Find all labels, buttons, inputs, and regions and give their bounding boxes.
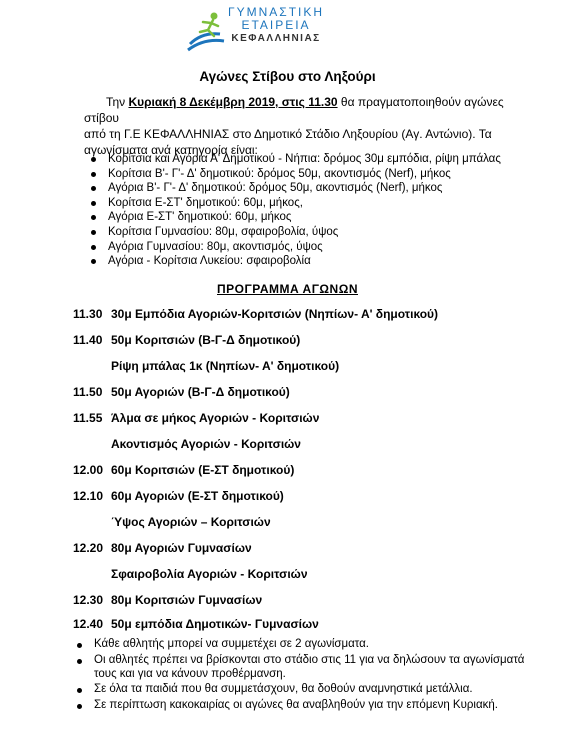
schedule-time: 12.00 — [73, 463, 104, 477]
club-logo — [186, 6, 386, 58]
notes-list — [72, 638, 532, 715]
schedule-event: 50μ Αγοριών (Β-Γ-Δ δημοτικού) — [111, 385, 290, 399]
schedule-time: 12.40 — [73, 617, 104, 631]
schedule-event: 80μ Αγοριών Γυμνασίων — [111, 541, 252, 555]
schedule-row — [73, 359, 339, 373]
intro-line-3: αγωνίσματα ανά κατηγορία είναι: — [84, 143, 258, 157]
category-list — [86, 152, 501, 269]
schedule-row — [73, 411, 319, 425]
schedule-event: Ακοντισμός Αγοριών - Κοριτσιών — [111, 437, 301, 451]
list-item: Οι αθλητές πρέπει να βρίσκονται στο στάδιο στις 11 για να δηλώσουν τα αγωνίσματά τους και για να κάνουν προθέρμανση. — [72, 654, 532, 682]
intro-date-highlight: Κυριακή 8 Δεκέμβρη 2019, στις 11.30 — [128, 95, 338, 109]
list-item: Αγόρια - Κορίτσια Λυκείου: σφαιροβολία — [86, 254, 501, 269]
program-heading: ΠΡΟΓΡΑΜΜΑ ΑΓΩΝΩΝ — [217, 282, 358, 296]
schedule-event: 60μ Αγοριών (Ε-ΣΤ δημοτικού) — [111, 489, 284, 503]
schedule-row — [73, 515, 271, 529]
schedule-row — [73, 437, 301, 451]
intro-line-2: από τη Γ.Ε ΚΕΦΑΛΛΗΝΙΑΣ στο Δημοτικό Στάδιο Ληξουρίου (Αγ. Αντώνιο). Τα — [84, 127, 492, 141]
schedule-event: Άλμα σε μήκος Αγοριών - Κοριτσιών — [111, 411, 320, 425]
list-item: Σε όλα τα παιδιά που θα συμμετάσχουν, θα δοθούν αναμνηστικά μετάλλια. — [72, 683, 532, 697]
schedule-event: 80μ Κοριτσιών Γυμνασίων — [111, 593, 263, 607]
schedule-time: 12.10 — [73, 489, 104, 503]
intro-paragraph — [84, 94, 534, 158]
schedule-row — [73, 617, 319, 631]
schedule-event: 60μ Κοριτσιών (Ε-ΣΤ δημοτικού) — [111, 463, 295, 477]
intro-line1-rest: θα πραγματοποιηθούν αγώνες στίβου — [84, 95, 504, 125]
schedule-row — [73, 541, 252, 555]
schedule-event: Ρίψη μπάλας 1κ (Νηπίων- Α' δημοτικού) — [111, 359, 340, 373]
schedule-row — [73, 593, 262, 607]
list-item: Κορίτσια Β'- Γ'- Δ' δημοτικού: δρόμος 50μ, ακοντισμός (Nerf), μήκος — [86, 167, 501, 182]
logo-text — [228, 6, 324, 45]
schedule-row — [73, 489, 284, 503]
logo-line-1: ΓΥΜΝΑΣΤΙΚΗ — [228, 5, 325, 19]
list-item: Αγόρια Γυμνασίου: 80μ, ακοντισμός, ύψος — [86, 240, 501, 255]
logo-line-2: ΕΤΑΙΡΕΙΑ — [241, 18, 311, 32]
schedule-time: 11.50 — [73, 385, 103, 399]
list-item: Αγόρια Β'- Γ'- Δ' δημοτικού: δρόμος 50μ, ακοντισμός (Nerf), μήκος — [86, 181, 501, 196]
list-item: Κορίτσια και Αγόρια Α' Δημοτικού - Νήπια: δρόμος 30μ εμπόδια, ρίψη μπάλας — [86, 152, 501, 167]
page-title: Αγώνες Στίβου στο Ληξούρι — [199, 69, 376, 84]
schedule-time: 11.40 — [73, 333, 103, 347]
schedule-time: 11.55 — [73, 411, 103, 425]
logo-line-3: ΚΕΦΑΛΛΗΝΙΑΣ — [231, 33, 321, 44]
schedule-event: 30μ Εμπόδια Αγοριών-Κοριτσιών (Νηπίων- Α' δημοτικού) — [111, 307, 439, 321]
schedule-time: 12.30 — [73, 593, 104, 607]
list-item: Σε περίπτωση κακοκαιρίας οι αγώνες θα αναβληθούν για την επόμενη Κυριακή. — [72, 699, 532, 713]
schedule-row — [73, 385, 290, 399]
schedule-row — [73, 307, 438, 321]
list-item: Κάθε αθλητής μπορεί να συμμετέχει σε 2 αγωνίσματα. — [72, 638, 532, 652]
list-item: Κορίτσια Γυμνασίου: 80μ, σφαιροβολία, ύψος — [86, 225, 501, 240]
list-item: Κορίτσια Ε-ΣΤ' δημοτικού: 60μ, μήκος, — [86, 196, 501, 211]
schedule-time: 11.30 — [73, 307, 103, 321]
schedule-event: 50μ Κοριτσιών (Β-Γ-Δ δημοτικού) — [111, 333, 301, 347]
intro-prefix: Την — [106, 95, 129, 109]
running-athlete-icon — [186, 10, 226, 54]
schedule-event: Σφαιροβολία Αγοριών - Κοριτσιών — [111, 567, 308, 581]
schedule-row — [73, 463, 294, 477]
list-item: Αγόρια Ε-ΣΤ' δημοτικού: 60μ, μήκος — [86, 210, 501, 225]
schedule-row — [73, 567, 308, 581]
schedule-time: 12.20 — [73, 541, 104, 555]
schedule-event: Ύψος Αγοριών – Κοριτσιών — [111, 515, 271, 529]
schedule-event: 50μ εμπόδια Δημοτικών- Γυμνασίων — [111, 617, 319, 631]
schedule-row — [73, 333, 300, 347]
